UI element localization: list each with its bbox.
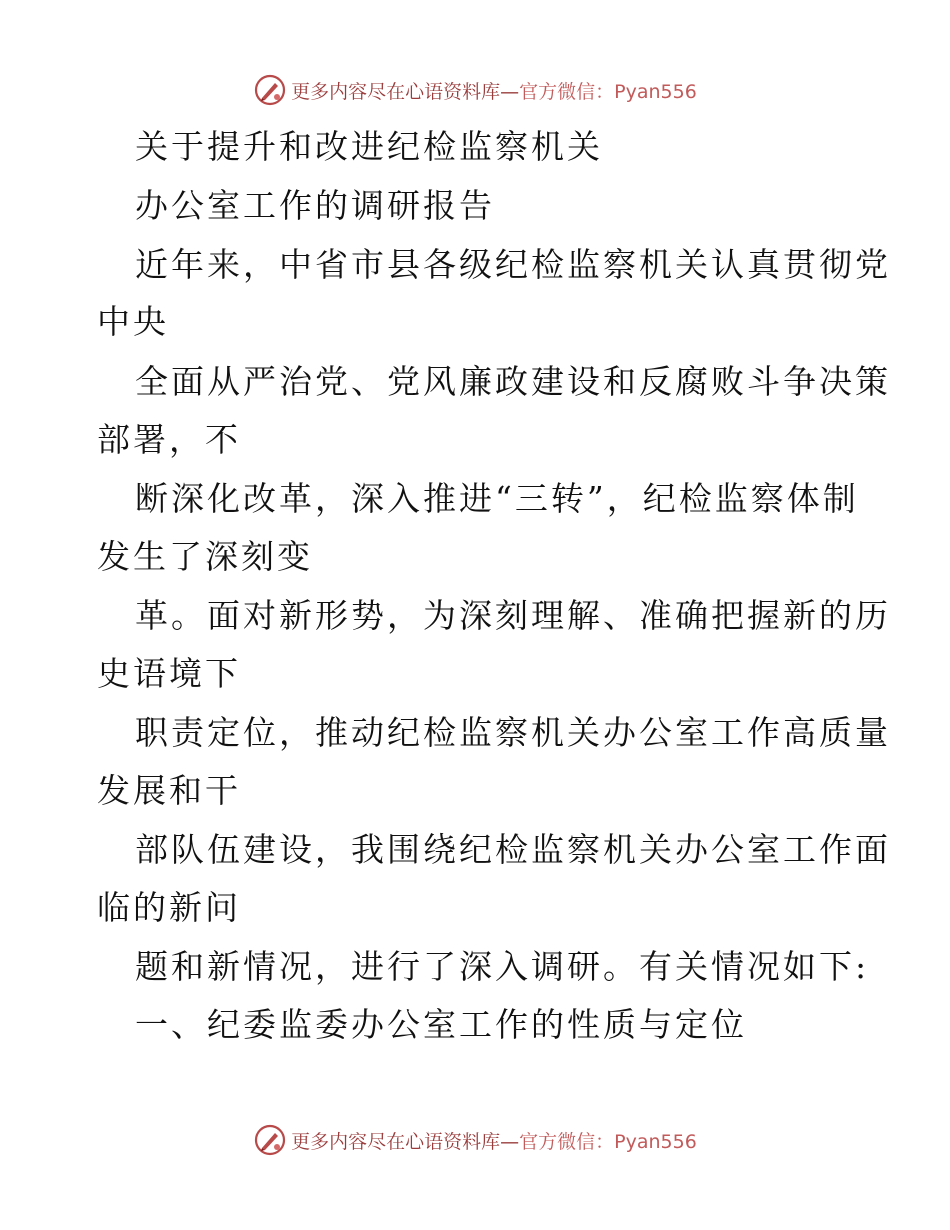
paragraph-line: 中央 (97, 302, 169, 341)
header-watermark (0, 70, 950, 110)
watermark-site-text: 更多内容尽在心语资料库— (291, 80, 520, 103)
paragraph-line: 发生了深刻变 (97, 537, 313, 576)
title-line-2: 办公室工作的调研报告 (135, 186, 495, 225)
pen-circle-logo-icon (253, 1123, 287, 1157)
paragraph-line: 革。面对新形势，为深刻理解、准确把握新的历 (135, 596, 891, 635)
pen-circle-logo-icon (253, 73, 287, 107)
paragraph-line: 部队伍建设，我围绕纪检监察机关办公室工作面 (135, 830, 891, 869)
section-heading: 一、纪委监委办公室工作的性质与定位 (135, 1005, 747, 1044)
paragraph-line: 史语境下 (97, 654, 241, 693)
footer-watermark (0, 1120, 950, 1160)
title-line-1: 关于提升和改进纪检监察机关 (135, 127, 603, 166)
paragraph-line: 职责定位，推动纪检监察机关办公室工作高质量 (135, 713, 891, 752)
paragraph-line: 断深化改革，深入推进“三转”，纪检监察体制 (135, 479, 859, 518)
watermark-wechat-text: 官方微信：Pyan556 (519, 80, 697, 103)
paragraph-line: 部署，不 (97, 420, 241, 459)
watermark-wechat-text: 官方微信：Pyan556 (519, 1130, 697, 1153)
paragraph-line: 近年来，中省市县各级纪检监察机关认真贯彻党 (135, 245, 891, 284)
paragraph-line: 临的新问 (97, 888, 241, 927)
watermark-site-text: 更多内容尽在心语资料库— (291, 1130, 520, 1153)
paragraph-line: 发展和干 (97, 771, 241, 810)
paragraph-line: 全面从严治党、党风廉政建设和反腐败斗争决策 (135, 362, 891, 401)
paragraph-line: 题和新情况，进行了深入调研。有关情况如下: (135, 947, 870, 986)
